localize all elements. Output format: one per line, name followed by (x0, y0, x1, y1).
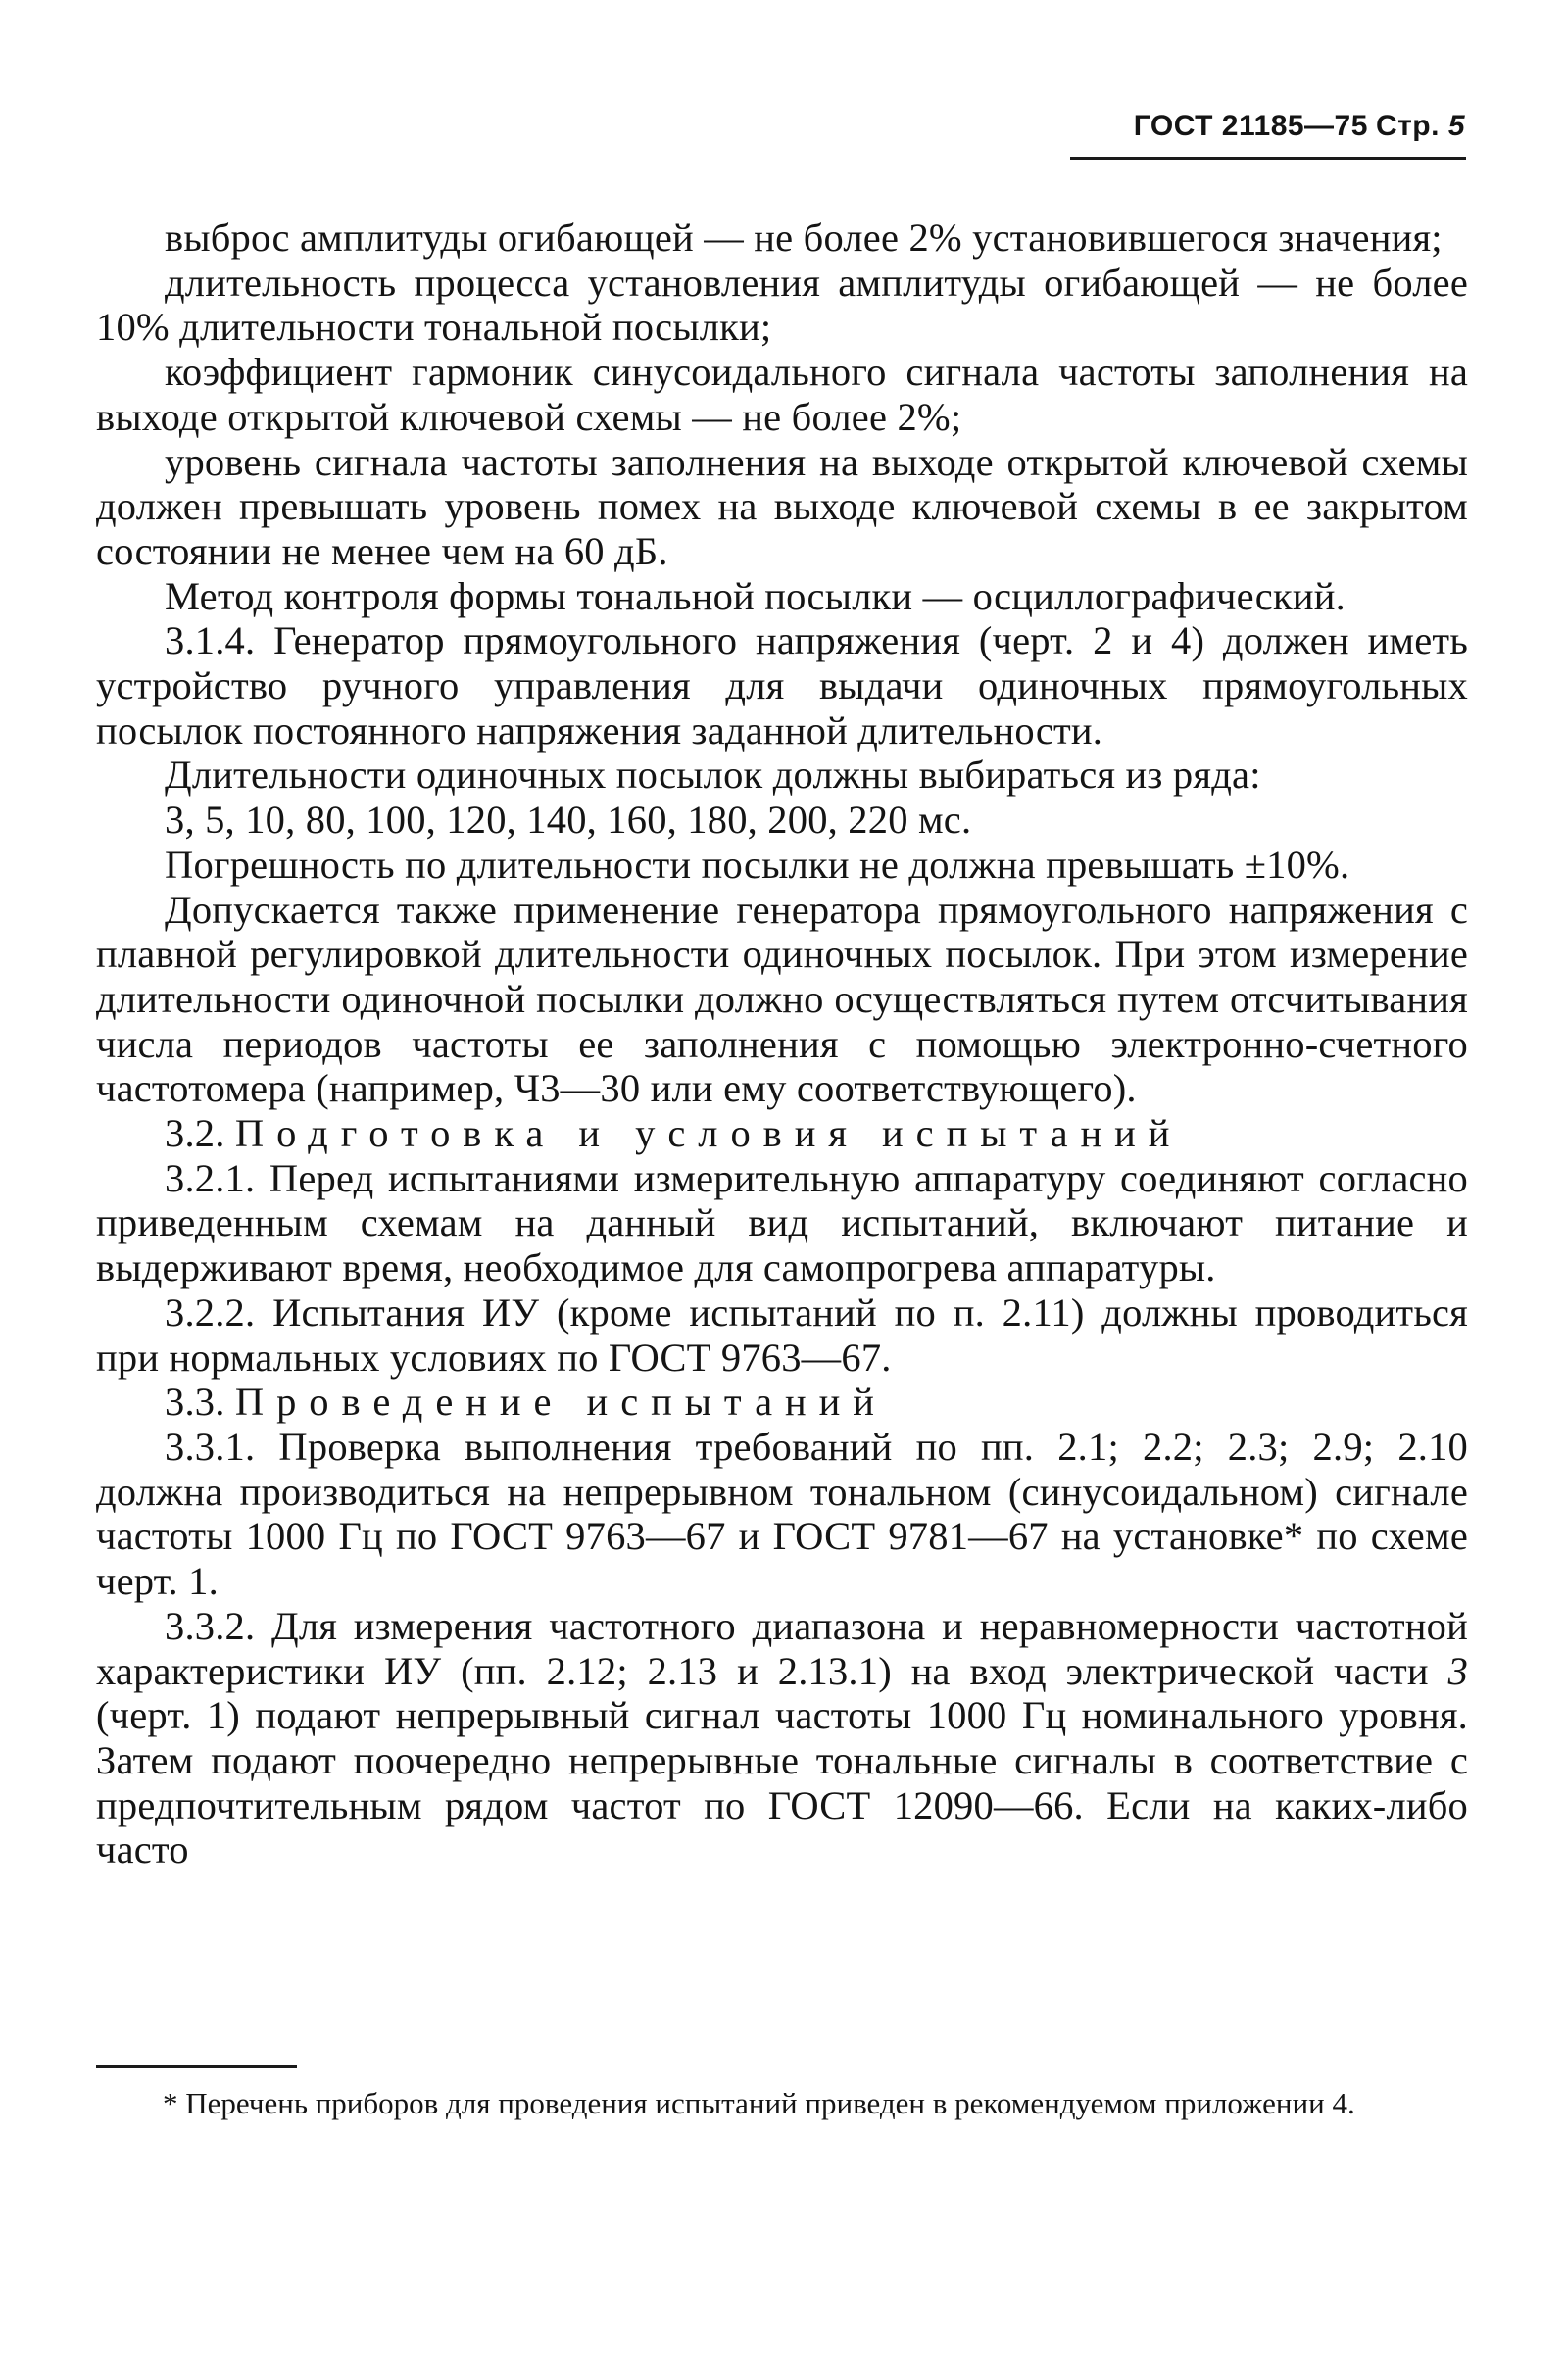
paragraph-3-2-1: 3.2.1. Перед испытаниями измерительную аппаратуру соединяют согласно приведенным схемам на данный вид испытаний, включают питание и выдерживают время, необходимое для самопрогрева аппаратуры. (96, 1155, 1468, 1290)
section-number: 3.2. (165, 1111, 225, 1156)
paragraph-3-3-2-part-a: 3.3.2. Для измерения частотного диапазона и неравномерности частотной характеристики ИУ (пп. 2.12; 2.13 и 2.13.1) на вход электрической части (96, 1603, 1468, 1693)
paragraph-3-2-2: 3.2.2. Испытания ИУ (кроме испытаний по п. 2.11) должны проводиться при нормальных условиях по ГОСТ 9763—67. (96, 1289, 1468, 1380)
paragraph-durations-intro: Длительности одиночных посылок должны выбираться из ряда: (165, 753, 1261, 798)
section-heading-3-2 (96, 1111, 1468, 1156)
paragraph-3-3-2-part-b: (черт. 1) подают непрерывный сигнал частоты 1000 Гц номинального уровня. Затем подают поочередно непрерывные тональные сигналы в соответствие с предпочтительным рядом частот по ГОСТ 12090—66. Если на каких-либо часто (96, 1693, 1468, 1872)
paragraph-signal-level: уровень сигнала частоты заполнения на выходе открытой ключевой схемы должен превышать уровень помех на выходе ключевой схемы в ее закрытом состоянии не менее чем на 60 дБ. (96, 439, 1468, 573)
section-heading-3-3 (96, 1380, 1468, 1425)
paragraph-smooth-regulation: Допускается также применение генератора прямоугольного напряжения с плавной регулировкой длительности одиночных посылок. При этом измерение длительности одиночной посылки должно осуществляться путем отсчитывания числа периодов частоты ее заполнения с помощью электронно-счетного частотомера (например, Ч3—30 или ему соответствующего). (96, 887, 1468, 1111)
footnote-rule (96, 2065, 297, 2068)
section-title: Подготовка и условия испытаний (234, 1111, 1183, 1156)
paragraph-envelope-overshoot: выброс амплитуды огибающей — не более 2% установившегося значения; (165, 216, 1443, 260)
page-number: 5 (1447, 110, 1465, 142)
body-text (96, 216, 1468, 1872)
standard-number: ГОСТ 21185—75 (1133, 110, 1368, 142)
paragraph-harmonic-coefficient: коэффициент гармоник синусоидального сигнала частоты заполнения на выходе открытой ключевой схемы — не более 2%; (96, 350, 1468, 439)
header-rule (1070, 157, 1466, 160)
figure-element-number: 3 (1447, 1648, 1469, 1693)
section-number: 3.3. (165, 1380, 225, 1425)
footnote-text: Перечень приборов для проведения испытаний приведен в рекомендуемом приложении 4. (185, 2086, 1355, 2120)
paragraph-settling-time: длительность процесса установления амплитуды огибающей — не более 10% длительности тональной посылки; (96, 260, 1468, 350)
page-header (1053, 110, 1465, 143)
paragraph-control-method: Метод контроля формы тональной посылки — осциллографический. (165, 573, 1346, 618)
section-title: Проведение испытаний (234, 1380, 887, 1425)
paragraph-duration-error: Погрешность по длительности посылки не должна превышать ±10%. (165, 842, 1350, 887)
paragraph-3-3-1: 3.3.1. Проверка выполнения требований по пп. 2.1; 2.2; 2.3; 2.9; 2.10 должна производиться на непрерывном тональном (синусоидальном) сигнале частоты 1000 Гц по ГОСТ 9763—67 и ГОСТ 9781—67 на установке* по схеме черт. 1. (96, 1424, 1468, 1604)
paragraph-durations-list: 3, 5, 10, 80, 100, 120, 140, 160, 180, 200, 220 мс. (165, 798, 972, 843)
page-label: Стр. (1375, 110, 1440, 142)
paragraph-3-1-4: 3.1.4. Генератор прямоугольного напряжения (черт. 2 и 4) должен иметь устройство ручного управления для выдачи одиночных прямоугольных посылок постоянного напряжения заданной длительности. (96, 618, 1468, 753)
footnote (96, 2085, 1466, 2122)
paragraph-3-3-2 (96, 1604, 1468, 1872)
footnote-mark: * (163, 2086, 178, 2120)
